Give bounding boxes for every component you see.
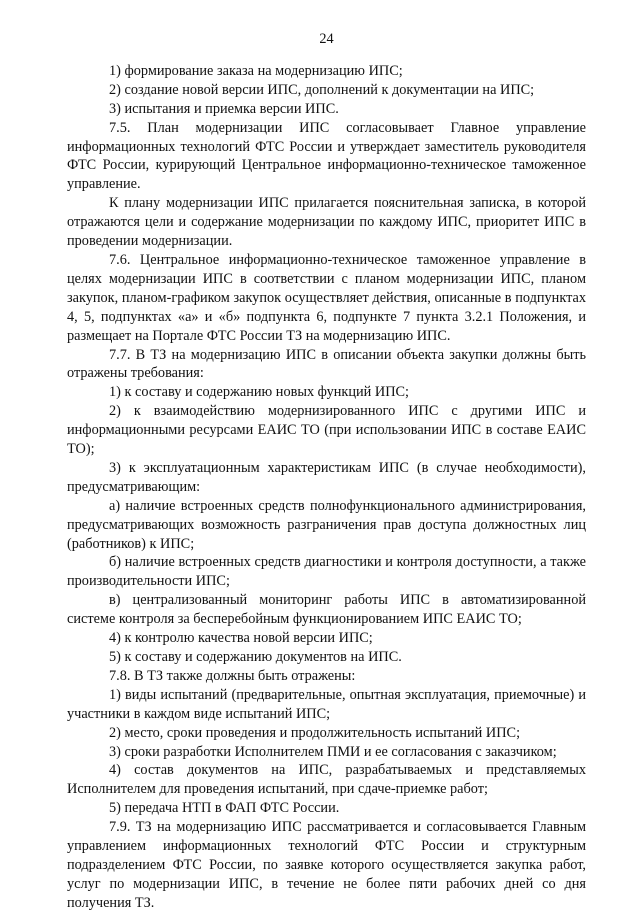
clause-7-6: 7.6. Центральное информационно-техническое таможенное управление в целях модернизации ИПС в соответствии с планом модернизации ИПС, планом закупок, планом-графиком закупок осуществляет действия, описанные в подпунктах 4, 5, подпунктах «а» и «б» подпункта 6, подпункте 7 пункта 3.2.1 Положения, и размещает на Портале ФТС России ТЗ на модернизацию ИПС. — [67, 251, 586, 344]
list-item-new-version: 2) создание новой версии ИПС, дополнений к документации на ИПС; — [109, 81, 535, 98]
requirement-functions: 1) к составу и содержанию новых функций ИПС; — [109, 384, 410, 401]
page-number: 24 — [319, 31, 334, 47]
subitem-administration: а) наличие встроенных средств полнофункционального администрирования, предусматривающих возможность разграничения прав доступа должностных лиц (работников) к ИПС; — [67, 497, 586, 552]
subitem-diagnostics: б) наличие встроенных средств диагностики и контроля доступности, а также производительности ИПС; — [67, 554, 586, 590]
requirement-documents: 5) к составу и содержанию документов на ИПС. — [109, 649, 402, 665]
list-item-order-formation: 1) формирование заказа на модернизацию ИПС; — [109, 62, 403, 79]
item-place-terms: 2) место, сроки проведения и продолжительность испытаний ИПС; — [109, 724, 521, 741]
item-test-types: 1) виды испытаний (предварительные, опытная эксплуатация, приемочные) и участники в каждом виде испытаний ИПС; — [67, 686, 586, 722]
requirement-interaction: 2) к взаимодействию модернизированного ИПС с другими ИПС и информационными ресурсами ЕАИС ТО (при использовании ИПС в составе ЕАИС ТО); — [67, 403, 586, 458]
list-item-testing: 3) испытания и приемка версии ИПС. — [109, 100, 339, 117]
item-ntp-transfer: 5) передача НТП в ФАП ФТС России. — [109, 800, 340, 817]
requirement-quality: 4) к контролю качества новой версии ИПС; — [109, 630, 373, 647]
subitem-monitoring: в) централизованный мониторинг работы ИПС в автоматизированной системе контроля за бесперебойным функционированием ИПС ЕАИС ТО; — [67, 592, 586, 628]
paragraph-explanatory-note: К плану модернизации ИПС прилагается пояснительная записка, в которой отражаются цели и содержание модернизации по каждому ИПС, приоритет ИПС в проведении модернизации. — [67, 195, 586, 250]
item-pmi-terms: 3) сроки разработки Исполнителем ПМИ и ее согласования с заказчиком; — [109, 743, 557, 760]
clause-7-7: 7.7. В ТЗ на модернизацию ИПС в описании объекта закупки должны быть отражены требования: — [67, 346, 586, 382]
clause-7-9: 7.9. ТЗ на модернизацию ИПС рассматривается и согласовывается Главным управлением информационных технологий ФТС России и структурным подразделением ФТС России, по заявке которого осуществляется закупка работ, услуг по модернизации ИПС, в течение не более пяти рабочих дней со дня получения ТЗ. — [67, 819, 586, 911]
clause-7-8: 7.8. В ТЗ также должны быть отражены: — [109, 667, 356, 684]
clause-7-5: 7.5. План модернизации ИПС согласовывает Главное управление информационных технологий ФТС России и утверждает заместитель руководителя ФТС России, курирующий Центральное информационно-техническое таможенное управление. — [67, 119, 586, 193]
item-documents: 4) состав документов на ИПС, разрабатываемых и представляемых Исполнителем для проведения испытаний, при сдаче-приемке работ; — [67, 762, 586, 798]
requirement-operational: 3) к эксплуатационным характеристикам ИПС (в случае необходимости), предусматривающим: — [67, 459, 586, 495]
